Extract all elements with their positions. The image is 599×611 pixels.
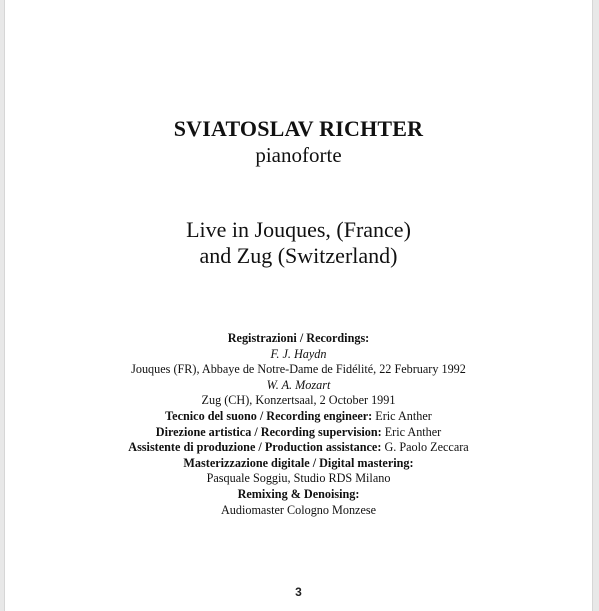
page-number: 3 (295, 585, 302, 599)
composer-haydn: F. J. Haydn (270, 346, 327, 361)
artist-name: SVIATOSLAV RICHTER (173, 116, 424, 141)
venue-jouques: Jouques (FR), Abbaye de Notre-Dame de Fidélité, 22 February 1992 (131, 362, 466, 377)
production-label: Assistente di produzione / Production assistance: (128, 440, 382, 455)
engineer-label: Tecnico del suono / Recording engineer: (165, 408, 373, 423)
supervision-label: Direzione artistica / Recording supervision: (155, 424, 382, 439)
production-value: G. Paolo Zeccara (381, 440, 469, 455)
mastering-heading: Masterizzazione digitale / Digital mastering: (183, 455, 414, 470)
engineer-value: Eric Anther (372, 408, 432, 423)
instrument-label: pianoforte (255, 143, 342, 167)
album-title (5, 217, 592, 269)
mastering-value: Pasquale Soggiu, Studio RDS Milano (206, 471, 391, 486)
composer-mozart: W. A. Mozart (266, 377, 331, 392)
remixing-heading: Remixing & Denoising: (237, 486, 360, 501)
supervision-value: Eric Anther (381, 424, 442, 439)
credits-block (5, 331, 592, 518)
album-title-line-1: Live in Jouques, (France) (186, 217, 411, 242)
album-title-line-2: and Zug (Switzerland) (199, 243, 398, 268)
supervision-credit (5, 425, 592, 441)
booklet-sheet (4, 0, 593, 611)
recordings-heading: Registrazioni / Recordings: (227, 331, 370, 345)
production-credit (5, 440, 592, 456)
venue-zug: Zug (CH), Konzertsaal, 2 October 1991 (201, 393, 396, 408)
remixing-value: Audiomaster Cologno Monzese (220, 502, 377, 517)
engineer-credit (5, 409, 592, 425)
